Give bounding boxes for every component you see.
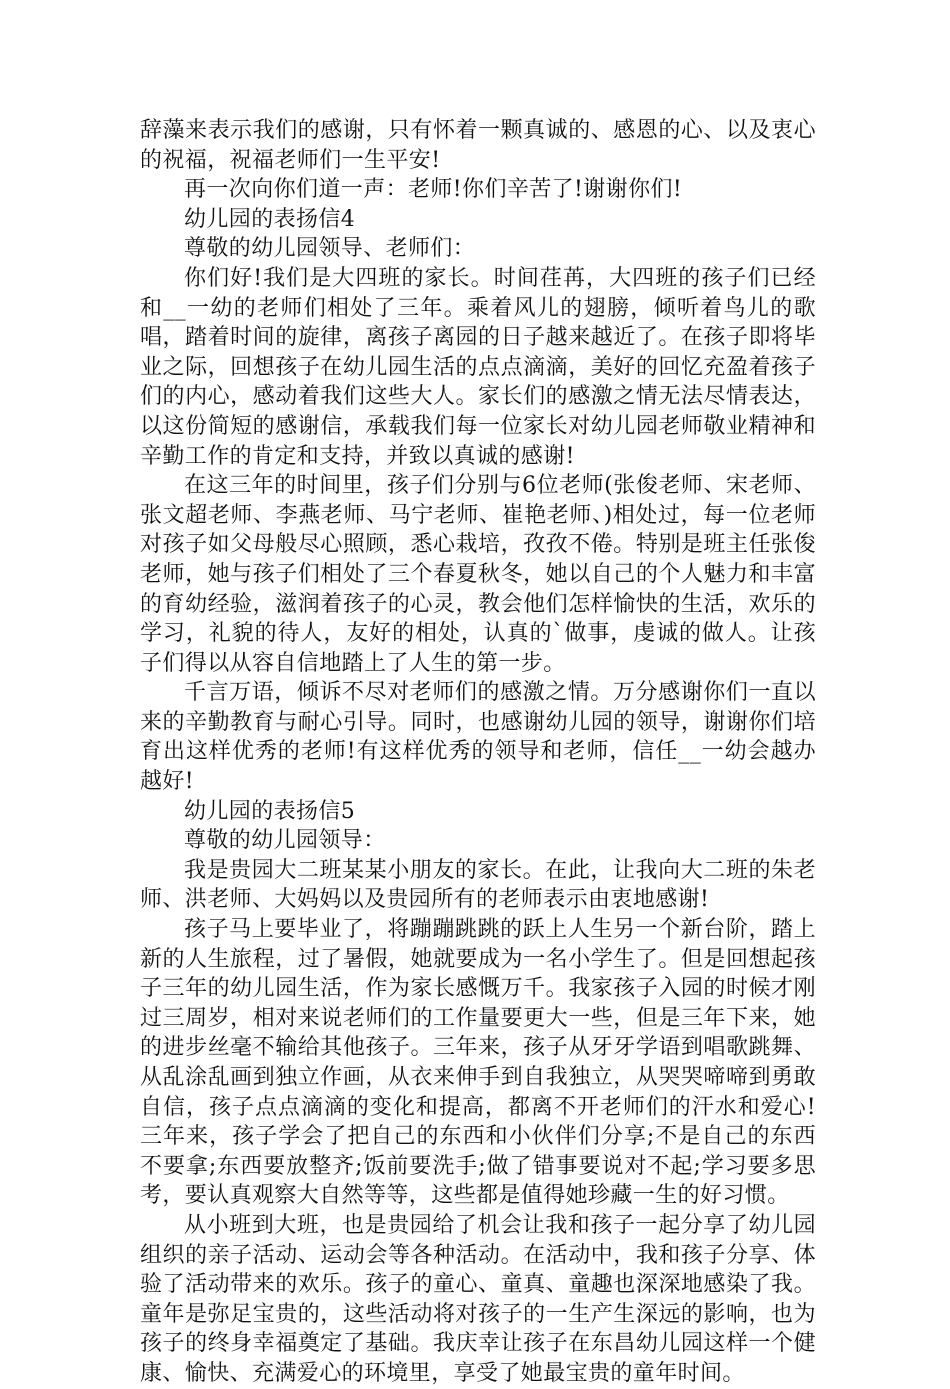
letter-4-salutation: 尊敬的幼儿园领导、老师们： [184, 236, 476, 262]
letter-5-paragraph-1: 我是贵园大二班某某小朋友的家长。在此，让我向大二班的朱老师、洪老师、大妈妈以及贵园所有的老师表示由衷地感谢! [140, 857, 816, 913]
letter-5-paragraph-3: 从小班到大班，也是贵园给了机会让我和孩子一起分享了幼儿园组织的亲子活动、运动会等各种活动。在活动中，我和孩子分享、体验了活动带来的欢乐。孩子的童心、童真、童趣也深深地感染了我。童年是弥足宝贵的，这些活动将对孩子的一生产生深远的影响，也为孩子的终身幸福奠定了基础。我庆幸让孩子在东昌幼儿园这样一个健康、愉快、充满爱心的环境里，享受了她最宝贵的童年时间。 [140, 1212, 816, 1386]
letter-5-salutation: 尊敬的幼儿园领导： [184, 828, 386, 854]
paragraph-closing-thanks: 再一次向你们道一声：老师!你们辛苦了!谢谢你们! [184, 177, 683, 203]
letter-4-paragraph-3: 千言万语，倾诉不尽对老师们的感激之情。万分感谢你们一直以来的辛勤教育与耐心引导。同时，也感谢幼儿园的领导，谢谢你们培育出这样优秀的老师!有这样优秀的领导和老师，信任__一幼会越办越好! [140, 680, 816, 795]
document-page [140, 116, 816, 1389]
letter-5-paragraph-2: 孩子马上要毕业了，将蹦蹦跳跳的跃上人生另一个新台阶，踏上新的人生旅程，过了暑假，她就要成为一名小学生了。但是回想起孩子三年的幼儿园生活，作为家长感慨万千。我家孩子入园的时候才刚过三周岁，相对来说老师们的工作量要更大一些，但是三年下来，她的进步丝毫不输给其他孩子。三年来，孩子从牙牙学语到唱歌跳舞、从乱涂乱画到独立作画，从衣来伸手到自我独立，从哭哭啼啼到勇敢自信，孩子点点滴滴的变化和提高，都离不开老师们的汗水和爱心!三年来，孩子学会了把自己的东西和小伙伴们分享;不是自己的东西不要拿;东西要放整齐;饭前要洗手;做了错事要说对不起;学习要多思考，要认真观察大自然等等，这些都是值得她珍藏一生的好习惯。 [140, 917, 816, 1209]
letter-4-title: 幼儿园的表扬信4 [184, 206, 356, 232]
letter-4-paragraph-2: 在这三年的时间里，孩子们分别与6位老师(张俊老师、宋老师、张文超老师、李燕老师、马宁老师、崔艳老师、)相处过，每一位老师对孩子如父母般尽心照顾，悉心栽培，孜孜不倦。特别是班主任张俊老师，她与孩子们相处了三个春夏秋冬，她以自己的个人魅力和丰富的育幼经验，滋润着孩子的心灵，教会他们怎样愉快的生活，欢乐的学习，礼貌的待人，友好的相处，认真的`做事，虔诚的做人。让孩子们得以从容自信地踏上了人生的第一步。 [140, 473, 816, 676]
letter-5-title: 幼儿园的表扬信5 [184, 798, 356, 824]
paragraph-continuation: 辞藻来表示我们的感谢，只有怀着一颗真诚的、感恩的心、以及衷心的祝福，祝福老师们一生平安! [140, 118, 816, 173]
letter-4-paragraph-1: 你们好!我们是大四班的家长。时间荏苒，大四班的孩子们已经和__一幼的老师们相处了三年。乘着风儿的翅膀，倾听着鸟儿的歌唱，踏着时间的旋律，离孩子离园的日子越来越近了。在孩子即将毕业之际，回想孩子在幼儿园生活的点点滴滴，美好的回忆充盈着孩子们的内心，感动着我们这些大人。家长们的感激之情无法尽情表达，以这份简短的感谢信，承载我们每一位家长对幼儿园老师敬业精神和辛勤工作的肯定和支持，并致以真诚的感谢! [140, 265, 816, 469]
